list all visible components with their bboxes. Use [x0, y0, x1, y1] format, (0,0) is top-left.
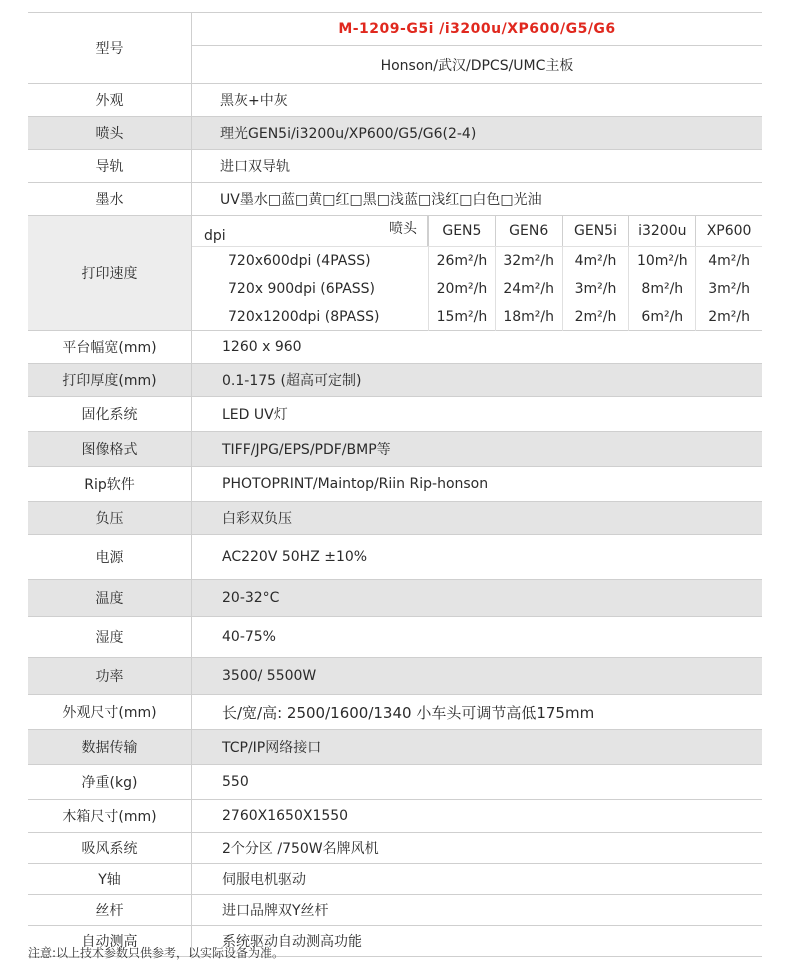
spec-row-thickness — [28, 364, 762, 397]
speed-mode: 720x 900dpi (6PASS) — [228, 281, 376, 297]
spec-value: PHOTOPRINT/Maintop/Riin Rip-honson — [192, 467, 762, 501]
spec-label: 功率 — [28, 658, 192, 694]
speed-table — [192, 216, 762, 330]
corner-printhead-label: 喷头 — [389, 221, 417, 237]
spec-label: 导轨 — [28, 150, 192, 182]
spec-value: 长/宽/高: 2500/1600/1340 小车头可调节高低175mm — [192, 695, 762, 729]
spec-table — [28, 12, 762, 957]
model-name: M-1209-G5i /i3200u/XP600/G5/G6 — [192, 13, 762, 46]
spec-value: AC220V 50HZ ±10% — [192, 535, 762, 579]
spec-row-power — [28, 658, 762, 695]
spec-row-curing — [28, 397, 762, 432]
spec-value: 20-32°C — [192, 580, 762, 616]
spec-row-temperature — [28, 580, 762, 617]
spec-label: 丝杆 — [28, 895, 192, 925]
spec-value: 2个分区 /750W名牌风机 — [192, 833, 762, 863]
spec-row-negative-pressure — [28, 502, 762, 535]
speed-mode: 720x1200dpi (8PASS) — [228, 309, 380, 325]
spec-row-net-weight — [28, 765, 762, 800]
speed-header-row — [192, 216, 762, 247]
speed-value: 4m²/h — [562, 247, 629, 275]
spec-label: 喷头 — [28, 117, 192, 149]
spec-row-platform-width — [28, 331, 762, 364]
speed-value: 8m²/h — [628, 275, 695, 303]
spec-label: 平台幅宽(mm) — [28, 331, 192, 363]
spec-row-appearance — [28, 84, 762, 117]
spec-row-rail — [28, 150, 762, 183]
speed-value: 4m²/h — [695, 247, 762, 275]
spec-label: 负压 — [28, 502, 192, 534]
spec-row-screw — [28, 895, 762, 926]
spec-value: LED UV灯 — [192, 397, 762, 431]
speed-value: 24m²/h — [495, 275, 562, 303]
speed-value: 32m²/h — [495, 247, 562, 275]
spec-label: 图像格式 — [28, 432, 192, 466]
spec-row-ink — [28, 183, 762, 216]
spec-row-crate-size — [28, 800, 762, 833]
spec-label: 湿度 — [28, 617, 192, 657]
spec-label: Y轴 — [28, 864, 192, 894]
spec-label: 固化系统 — [28, 397, 192, 431]
spec-value: 伺服电机驱动 — [192, 864, 762, 894]
speed-value: 10m²/h — [628, 247, 695, 275]
spec-label: 电源 — [28, 535, 192, 579]
spec-value: 0.1-175 (超高可定制) — [192, 364, 762, 396]
spec-value: 进口双导轨 — [192, 150, 762, 182]
speed-data-row — [192, 275, 762, 303]
spec-value: 40-75% — [192, 617, 762, 657]
spec-label: 吸风系统 — [28, 833, 192, 863]
spec-label: 打印厚度(mm) — [28, 364, 192, 396]
spec-label: 自动测高 — [28, 926, 192, 956]
spec-label: 墨水 — [28, 183, 192, 215]
spec-label: 温度 — [28, 580, 192, 616]
spec-value: 白彩双负压 — [192, 502, 762, 534]
speed-value: 2m²/h — [695, 303, 762, 331]
speed-row — [28, 216, 762, 331]
speed-data-row — [192, 247, 762, 275]
model-row — [28, 12, 762, 84]
spec-label: 木箱尺寸(mm) — [28, 800, 192, 832]
spec-row-humidity — [28, 617, 762, 658]
speed-value: 18m²/h — [495, 303, 562, 331]
spec-value: 系统驱动自动测高功能 — [192, 926, 762, 956]
spec-label: 净重(kg) — [28, 765, 192, 799]
speed-value: 26m²/h — [428, 247, 495, 275]
head-col: GEN5 — [428, 216, 495, 246]
spec-value: 黑灰+中灰 — [192, 84, 762, 116]
spec-row-image-format — [28, 432, 762, 467]
speed-value: 15m²/h — [428, 303, 495, 331]
spec-value: TIFF/JPG/EPS/PDF/BMP等 — [192, 432, 762, 466]
speed-value: 3m²/h — [695, 275, 762, 303]
spec-value: 1260 x 960 — [192, 331, 762, 363]
speed-value: 2m²/h — [562, 303, 629, 331]
model-board: Honson/武汉/DPCS/UMC主板 — [380, 57, 574, 74]
head-col: GEN5i — [562, 216, 629, 246]
speed-value: 6m²/h — [628, 303, 695, 331]
corner-dpi-label: dpi — [204, 228, 226, 244]
spec-row-power-supply — [28, 535, 762, 580]
spec-label: Rip软件 — [28, 467, 192, 501]
speed-corner-cell — [192, 216, 428, 246]
spec-row-dimensions — [28, 695, 762, 730]
spec-value: 理光GEN5i/i3200u/XP600/G5/G6(2-4) — [192, 117, 762, 149]
spec-label: 外观 — [28, 84, 192, 116]
speed-value: 3m²/h — [562, 275, 629, 303]
spec-label: 外观尺寸(mm) — [28, 695, 192, 729]
spec-value: 3500/ 5500W — [192, 658, 762, 694]
speed-label: 打印速度 — [28, 216, 192, 330]
head-col: i3200u — [628, 216, 695, 246]
spec-value: TCP/IP网络接口 — [192, 730, 762, 764]
speed-mode: 720x600dpi (4PASS) — [228, 253, 371, 269]
speed-data-row — [192, 303, 762, 331]
spec-value: 2760X1650X1550 — [192, 800, 762, 832]
head-col: XP600 — [695, 216, 762, 246]
spec-row-data-transfer — [28, 730, 762, 765]
speed-value: 20m²/h — [428, 275, 495, 303]
spec-row-rip — [28, 467, 762, 502]
disclaimer-note: 注意:以上技术参数只供参考，以实际设备为准。 — [28, 946, 285, 960]
model-label: 型号 — [28, 13, 192, 83]
spec-label: 数据传输 — [28, 730, 192, 764]
spec-row-printhead — [28, 117, 762, 150]
spec-value: 550 — [192, 765, 762, 799]
head-col: GEN6 — [495, 216, 562, 246]
spec-row-suction — [28, 833, 762, 864]
spec-value: UV墨水□蓝□黄□红□黑□浅蓝□浅红□白色□光油 — [192, 183, 762, 215]
spec-value: 进口品牌双Y丝杆 — [192, 895, 762, 925]
spec-row-y-axis — [28, 864, 762, 895]
